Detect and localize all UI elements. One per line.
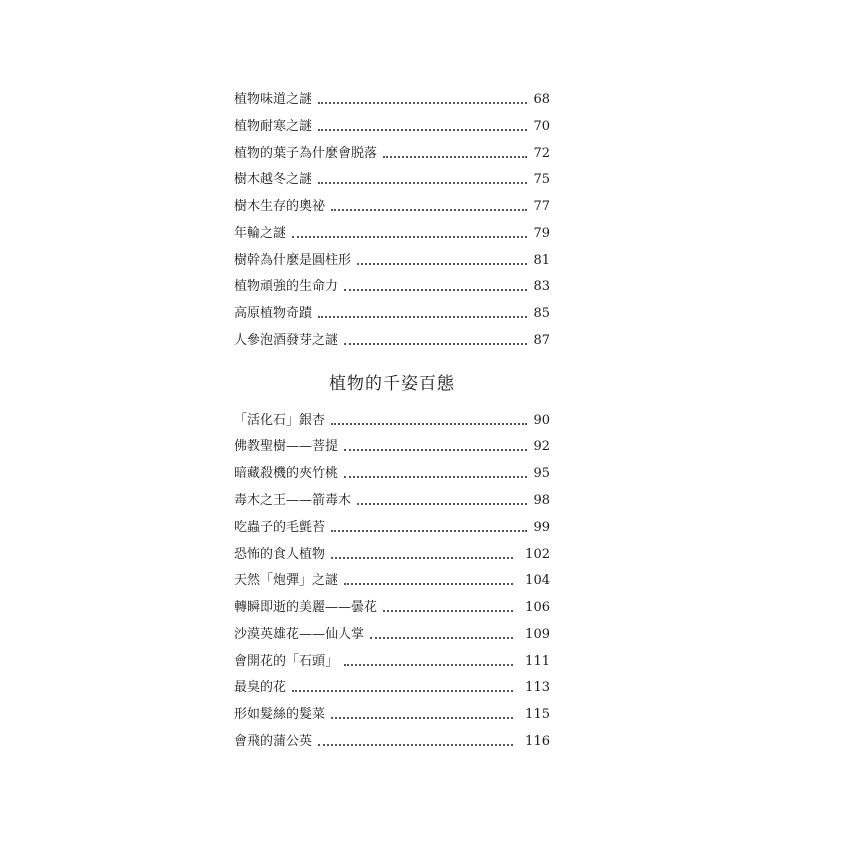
toc-entry <box>234 625 550 645</box>
toc-entry-page: 68 <box>533 92 550 107</box>
toc-entry <box>234 598 550 618</box>
toc-entry-page: 116 <box>525 734 550 749</box>
dot-leader <box>357 262 527 265</box>
toc-entry-title: 形如髮絲的髮菜 <box>234 707 326 722</box>
toc-entry-page: 90 <box>533 413 550 428</box>
toc-entry <box>234 571 550 591</box>
toc-entry <box>234 678 550 698</box>
toc-entry <box>234 491 550 511</box>
toc-entry-title: 最臭的花 <box>234 680 287 695</box>
dot-leader <box>331 529 527 532</box>
toc-entry <box>234 652 550 672</box>
dot-leader <box>331 208 527 211</box>
toc-entry-title: 吃蟲子的毛氈苔 <box>234 520 326 535</box>
toc-entry-page: 72 <box>533 146 550 161</box>
toc-entry <box>234 545 550 565</box>
toc-entry-page: 87 <box>533 333 550 348</box>
toc-entry-title: 年輪之謎 <box>234 226 287 241</box>
toc-entry-page: 115 <box>525 707 550 722</box>
toc-entry-title: 樹木越冬之謎 <box>234 172 313 187</box>
dot-leader <box>292 235 527 238</box>
toc-entry-title: 樹幹為什麼是圓柱形 <box>234 253 352 268</box>
section-heading: 植物的千姿百態 <box>329 374 455 394</box>
toc-entry-page: 106 <box>525 600 550 615</box>
toc-entry <box>234 117 550 137</box>
toc-entry-title: 「活化石」銀杏 <box>234 413 326 428</box>
dot-leader <box>318 315 527 318</box>
toc-entry <box>234 277 550 297</box>
dot-leader <box>344 342 527 345</box>
dot-leader <box>318 743 513 746</box>
toc-entry-page: 81 <box>533 253 550 268</box>
dot-leader <box>318 128 527 131</box>
toc-entry-title: 高原植物奇蹟 <box>234 306 313 321</box>
toc-entry-page: 102 <box>525 547 550 562</box>
toc-entry-title: 植物耐寒之謎 <box>234 119 313 134</box>
toc-entry-page: 104 <box>525 573 550 588</box>
toc-entry <box>234 411 550 431</box>
toc-entry <box>234 705 550 725</box>
toc-entry <box>234 437 550 457</box>
dot-leader <box>331 422 527 425</box>
toc-entry <box>234 144 550 164</box>
toc-entry-page: 109 <box>525 627 550 642</box>
toc-entry <box>234 331 550 351</box>
toc-entry <box>234 90 550 110</box>
toc-entry-title: 人參泡酒發芽之謎 <box>234 333 339 348</box>
toc-entry <box>234 518 550 538</box>
toc-entry-title: 天然「炮彈」之謎 <box>234 573 339 588</box>
toc-entry-page: 83 <box>533 279 550 294</box>
toc-entry <box>234 197 550 217</box>
toc-entry-title: 會開花的「石頭」 <box>234 654 339 669</box>
toc-entry-page: 113 <box>525 680 550 695</box>
toc-entry-page: 79 <box>533 226 550 241</box>
dot-leader <box>344 448 527 451</box>
toc-entry-page: 98 <box>533 493 550 508</box>
dot-leader <box>383 609 513 612</box>
toc-entry-title: 植物頑強的生命力 <box>234 279 339 294</box>
dot-leader <box>344 663 513 666</box>
toc-entry <box>234 251 550 271</box>
toc-entry <box>234 732 550 752</box>
dot-leader <box>383 155 527 158</box>
toc-entry-page: 77 <box>533 199 550 214</box>
dot-leader <box>331 556 513 559</box>
toc-entry-page: 111 <box>525 654 550 669</box>
dot-leader <box>344 582 513 585</box>
toc-entry-page: 85 <box>533 306 550 321</box>
toc-entry-title: 植物的葉子為什麼會脱落 <box>234 146 378 161</box>
dot-leader <box>357 502 527 505</box>
dot-leader <box>331 716 513 719</box>
toc-entry <box>234 464 550 484</box>
toc-entry-title: 沙漠英雄花——仙人掌 <box>234 627 365 642</box>
toc-entry <box>234 224 550 244</box>
dot-leader <box>318 181 527 184</box>
toc-entry-page: 70 <box>533 119 550 134</box>
toc-entry-title: 植物味道之謎 <box>234 92 313 107</box>
toc-entry-title: 會飛的蒲公英 <box>234 734 313 749</box>
toc-entry-page: 75 <box>533 172 550 187</box>
toc-entry-title: 暗藏殺機的夾竹桃 <box>234 466 339 481</box>
toc-entry <box>234 304 550 324</box>
toc-entry-page: 92 <box>533 439 550 454</box>
dot-leader <box>292 689 513 692</box>
toc-entry-page: 95 <box>533 466 550 481</box>
toc-entry-title: 恐怖的食人植物 <box>234 547 326 562</box>
dot-leader <box>318 101 527 104</box>
toc-entry-page: 99 <box>533 520 550 535</box>
toc-entry-title: 樹木生存的奧祕 <box>234 199 326 214</box>
dot-leader <box>344 288 527 291</box>
dot-leader <box>370 636 513 639</box>
toc-entry <box>234 170 550 190</box>
toc-entry-title: 轉瞬即逝的美麗——曇花 <box>234 600 378 615</box>
dot-leader <box>344 475 527 478</box>
toc-entry-title: 佛教聖樹——菩提 <box>234 439 339 454</box>
toc-entry-title: 毒木之王——箭毒木 <box>234 493 352 508</box>
